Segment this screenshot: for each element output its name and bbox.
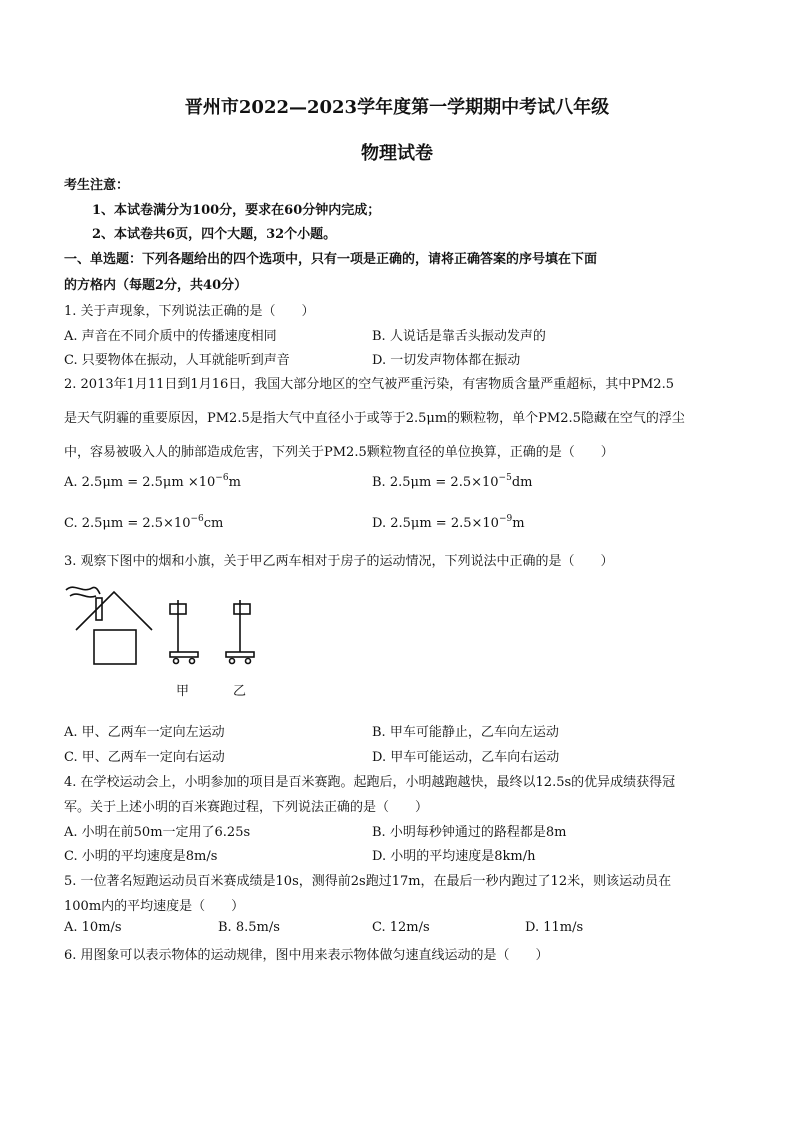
q2-option-c: C. $2.5\mu m = 2.5\times 10^{-6}cm$ — [64, 514, 224, 531]
q4-option-a: A. 小明在前50m一定用了6.25s — [64, 825, 251, 840]
q2-stem-line1: 2. 2013年1月11日到1月16日，我国大部分地区的空气被严重污染，有害物质含量严重超标，其中PM2.5 — [64, 377, 674, 392]
q2-option-a: A. $2.5\mu m = 2.5\mu m \times 10^{-6}m$ — [64, 473, 241, 490]
section-title-line2: 的方格内（每题2分，共40分） — [64, 278, 248, 293]
q1-option-b: B. 人说话是靠舌头振动发声的 — [372, 329, 546, 344]
q5-option-b: B. 8.5m/s — [218, 920, 280, 935]
q1-option-d: D. 一切发声物体都在振动 — [372, 353, 521, 368]
house-roof — [76, 592, 152, 630]
q4-option-c: C. 小明的平均速度是8m/s — [64, 849, 218, 864]
car-yi — [226, 600, 254, 664]
page-subtitle: 物理试卷 — [361, 143, 433, 164]
section-title-line1: 一、单选题：下列各题给出的四个选项中，只有一项是正确的，请将正确答案的序号填在下面 — [64, 252, 598, 267]
q2-stem-line2: 是天气阴霾的重要原因，PM2.5是指大气中直径小于或等于2.5μm的颗粒物，单个PM2.5隐藏在空气的浮尘 — [64, 411, 685, 426]
notice-item-2: 2、本试卷共6页，四个大题，32个小题。 — [92, 227, 337, 242]
q3-stem: 3. 观察下图中的烟和小旗，关于甲乙两车相对于房子的运动情况，下列说法中正确的是（ ） — [64, 554, 614, 569]
q3-option-b: B. 甲车可能静止，乙车向左运动 — [372, 725, 559, 740]
q5-option-a: A. 10m/s — [64, 920, 122, 935]
notice-item-1: 1、本试卷满分为100分，要求在60分钟内完成； — [92, 203, 381, 218]
q2-stem-line3: 中，容易被吸入人的肺部造成危害，下列关于PM2.5颗粒物直径的单位换算，正确的是（ ） — [64, 445, 614, 460]
q4-option-d: D. 小明的平均速度是8km/h — [372, 849, 536, 864]
page-title: 晋州市2022—2023学年度第一学期期中考试八年级 — [184, 97, 610, 118]
q5-option-d: D. 11m/s — [525, 920, 584, 935]
house-body — [94, 630, 136, 664]
q4-stem-line1: 4. 在学校运动会上，小明参加的项目是百米赛跑。起跑后，小明越跑越快，最终以12.5s的优异成绩获得冠 — [64, 775, 676, 790]
q6-stem: 6. 用图象可以表示物体的运动规律，图中用来表示物体做匀速直线运动的是（ ） — [64, 948, 549, 963]
q3-option-a: A. 甲、乙两车一定向左运动 — [64, 725, 225, 740]
label-yi: 乙 — [233, 684, 247, 699]
q2-option-b: B. $2.5\mu m = 2.5\times 10^{-5}dm$ — [372, 473, 533, 490]
smoke-lines — [66, 587, 100, 594]
q2-option-d: D. $2.5\mu m = 2.5\times 10^{-9}m$ — [372, 514, 525, 531]
q5-stem-line2: 100m内的平均速度是（ ） — [64, 899, 245, 914]
q3-figure-house-flags — [60, 578, 260, 708]
q3-option-c: C. 甲、乙两车一定向右运动 — [64, 750, 225, 765]
label-jia: 甲 — [176, 684, 190, 699]
q1-option-c: C. 只要物体在振动，人耳就能听到声音 — [64, 353, 290, 368]
car-jia — [170, 600, 198, 664]
q5-option-c: C. 12m/s — [372, 920, 430, 935]
notice-heading: 考生注意： — [64, 178, 130, 193]
q4-stem-line2: 军。关于上述小明的百米赛跑过程，下列说法正确的是（ ） — [64, 800, 429, 815]
q1-option-a: A. 声音在不同介质中的传播速度相同 — [64, 329, 277, 344]
q4-option-b: B. 小明每秒钟通过的路程都是8m — [372, 825, 567, 840]
q5-stem-line1: 5. 一位著名短跑运动员百米赛成绩是10s，测得前2s跑过17m，在最后一秒内跑过了12米，则该运动员在 — [64, 874, 672, 889]
q1-stem: 1. 关于声现象，下列说法正确的是（ ） — [64, 304, 315, 319]
q3-option-d: D. 甲车可能运动，乙车向右运动 — [372, 750, 560, 765]
